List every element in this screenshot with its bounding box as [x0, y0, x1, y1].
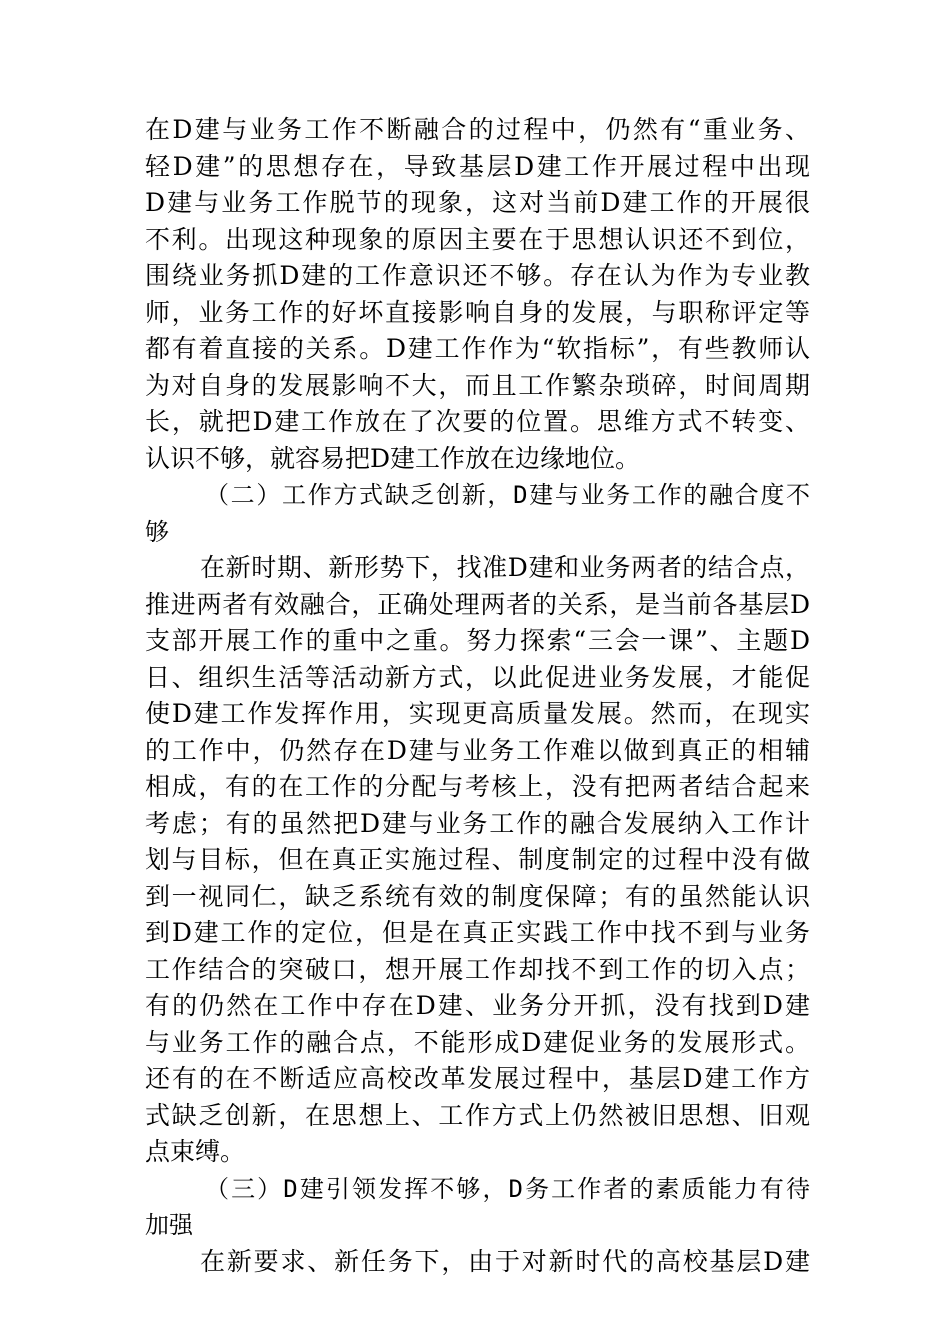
heading-line: （二）工作方式缺乏创新，D建与业务工作的融合度不 [205, 481, 810, 509]
text-line: 与业务工作的融合点，不能形成D建促业务的发展形式。 [145, 1027, 810, 1057]
text-line: 划与目标，但在真正实施过程、制度制定的过程中没有做 [145, 845, 810, 874]
text-line: D建与业务工作脱节的现象，这对当前D建工作的开展很 [145, 188, 810, 217]
text-line: 使D建工作发挥作用，实现更高质量发展。然而，在现实 [145, 699, 810, 728]
heading-line: （三）D建引领发挥不够，D务工作者的素质能力有待 [205, 1174, 810, 1203]
text-line: 师，业务工作的好坏直接影响自身的发展，与职称评定等 [145, 297, 810, 327]
paragraph-body [145, 1244, 810, 1281]
document-page [145, 112, 810, 1280]
text-line: 还有的在不断适应高校改革发展过程中，基层D建工作方 [145, 1064, 810, 1093]
text-line: 轻D建”的思想存在，导致基层D建工作开展过程中出现 [145, 151, 810, 181]
text-line: 推进两者有效融合，正确处理两者的关系，是当前各基层D [145, 589, 810, 619]
text-line: 支部开展工作的重中之重。努力探索“三会一课”、主题D [145, 626, 810, 655]
section-heading-2 [145, 477, 810, 550]
text-line: 长，就把D建工作放在了次要的位置。思维方式不转变、 [145, 407, 810, 436]
text-line: 认识不够，就容易把D建工作放在边缘地位。 [145, 443, 641, 473]
text-line: 式缺乏创新，在思想上、工作方式上仍然被旧思想、旧观 [145, 1100, 810, 1130]
text-line: 在新要求、新任务下，由于对新时代的高校基层D建 [200, 1246, 810, 1276]
text-line: 都有着直接的关系。D建工作作为“软指标”，有些教师认 [145, 334, 810, 363]
text-line: 在新时期、新形势下，找准D建和业务两者的结合点， [200, 553, 810, 582]
text-line: 为对自身的发展影响不大，而且工作繁杂琐碎，时间周期 [145, 370, 810, 400]
paragraph-continuation [145, 112, 810, 477]
heading-line: 加强 [145, 1211, 193, 1239]
text-line: 在D建与业务工作不断融合的过程中，仍然有“重业务、 [145, 115, 810, 144]
text-line: 日、组织生活等活动新方式，以此促进业务发展，才能促 [145, 662, 810, 692]
text-line: 围绕业务抓D建的工作意识还不够。存在认为作为专业教 [145, 261, 810, 290]
section-heading-3 [145, 1171, 810, 1244]
text-line: 到一视同仁，缺乏系统有效的制度保障；有的虽然能认识 [145, 881, 810, 911]
text-line: 相成，有的在工作的分配与考核上，没有把两者结合起来 [145, 772, 810, 801]
heading-line: 够 [145, 517, 169, 546]
text-line: 工作结合的突破口，想开展工作却找不到工作的切入点； [145, 954, 810, 984]
text-line: 点束缚。 [145, 1137, 246, 1166]
text-line: 的工作中，仍然存在D建与业务工作难以做到真正的相辅 [145, 735, 810, 765]
paragraph-body [145, 550, 810, 1171]
text-line: 有的仍然在工作中存在D建、业务分开抓，没有找到D建 [145, 991, 810, 1020]
text-line: 不利。出现这种现象的原因主要在于思想认识还不到位， [145, 224, 810, 254]
text-line: 考虑；有的虽然把D建与业务工作的融合发展纳入工作计 [145, 808, 810, 838]
text-line: 到D建工作的定位，但是在真正实践工作中找不到与业务 [145, 918, 810, 947]
